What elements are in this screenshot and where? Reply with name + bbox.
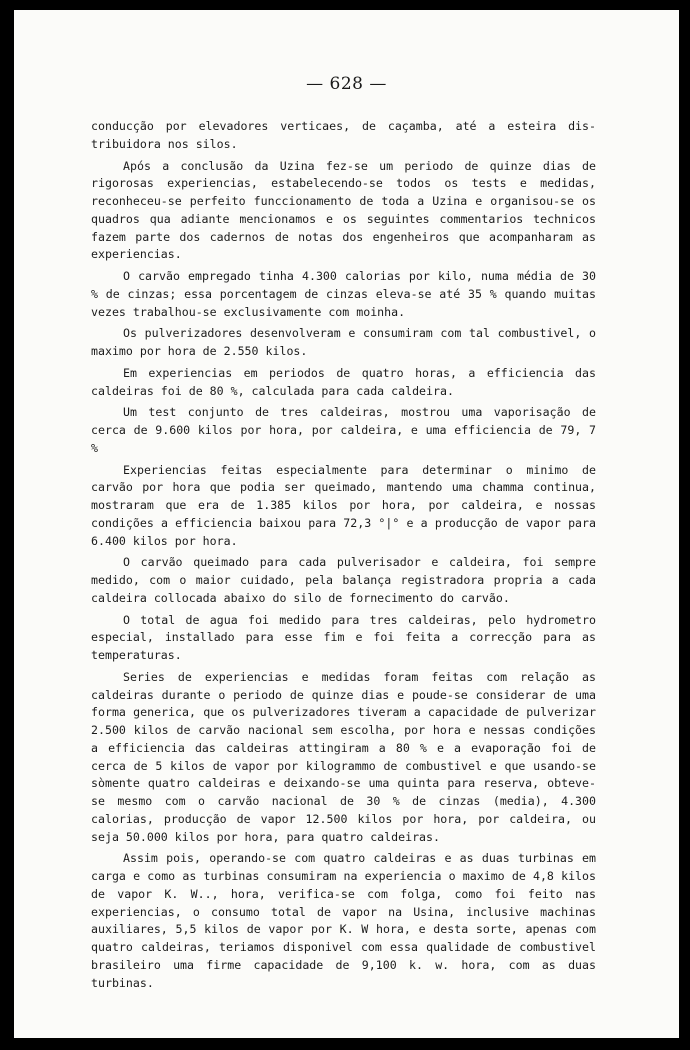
page-number: — 628 — — [306, 74, 387, 94]
paragraph: Um test conjunto de tres caldeiras, mostrou uma vaporisação de cerca de 9.600 kilos por hora, por caldeira, e uma efficiencia de 79, 7 % — [91, 405, 596, 455]
paragraph: conducção por elevadores verticaes, de caçamba, até a esteira dis-tribuidora nos silos. — [91, 119, 596, 151]
paragraph: Experiencias feitas especialmente para determinar o minimo de carvão por hora que podia ser queimado, mantendo uma chamma continua, mostraram que era de 1.385 kilos por hora, por caldeira, e nossas condições a efficiencia baixou para 72,3 °|° e a producção de vapor para 6.400 kilos por hora. — [91, 462, 596, 548]
paragraph: Os pulverizadores desenvolveram e consumiram com tal combustivel, o maximo por hora de 2.550 kilos. — [91, 326, 596, 358]
paragraph: Series de experiencias e medidas foram feitas com relação as caldeiras durante o periodo de quinze dias e poude-se considerar de uma forma generica, que os pulverizadores tiveram a capacidade de pulverizar 2.500 kilos de carvão nacional sem escolha, por hora e nessas condições a efficiencia das caldeiras attingiram a 80 % e a evaporação foi de cerca de 5 kilos de vapor por kilogrammo de combustivel e que usando-se sòmente quatro caldeiras e deixando-se uma quinta para reserva, obteve-se mesmo com o carvão nacional de 30 % de cinzas (media), 4.300 calorias, producção de vapor 12.500 kilos por hora, por caldeira, ou seja 50.000 kilos por hora, para quatro caldeiras. — [91, 669, 596, 844]
paragraph: Após a conclusão da Uzina fez-se um periodo de quinze dias de rigorosas experiencias, estabelecendo-se todos os tests e medidas, reconheceu-se perfeito funccionamento de toda a Uzina e organisou-se os quadros qua adiante mencionamos e os seguintes commentarios technicos fazem parte dos cadernos de notas dos engenheiros que acompanharam as experiencias. — [91, 158, 596, 262]
document-page — [14, 10, 679, 1038]
paragraph: Em experiencias em periodos de quatro horas, a efficiencia das caldeiras foi de 80 %, calculada para cada caldeira. — [91, 365, 596, 398]
paragraph: O carvão empregado tinha 4.300 calorias por kilo, numa média de 30 % de cinzas; essa porcentagem de cinzas eleva-se até 35 % quando muitas vezes trabalhou-se exclusivamente com moinha. — [91, 269, 596, 319]
body-text — [91, 118, 596, 996]
paragraph: Assim pois, operando-se com quatro caldeiras e as duas turbinas em carga e como as turbinas consumiram na experiencia o maximo de 4,8 kilos de vapor K. W.., hora, verifica-se com folga, como foi feito nas experiencias, o consumo total de vapor na Usina, inclusive machinas auxiliares, 5,5 kilos de vapor por K. W hora, e desta sorte, apenas com quatro caldeiras, teriamos disponivel com essa qualidade de combustivel brasileiro uma firme capacidade de 9,100 k. w. hora, com as duas turbinas. — [91, 851, 596, 990]
paragraph: O carvão queimado para cada pulverisador e caldeira, foi sempre medido, com o maior cuidado, pela balança registradora propria a cada caldeira collocada abaixo do silo de fornecimento do carvão. — [91, 555, 596, 605]
paragraph: O total de agua foi medido para tres caldeiras, pelo hydrometro especial, installado para esse fim e foi feita a correcção para as temperaturas. — [91, 612, 596, 662]
